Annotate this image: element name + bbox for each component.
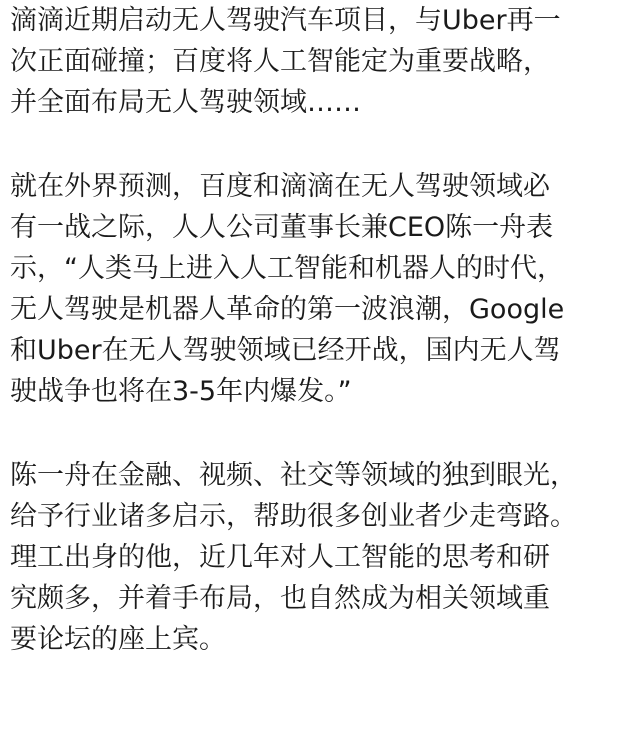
text-line: 次正面碰撞；百度将人工智能定为重要战略，	[10, 46, 550, 77]
text-line: 理工出身的他，近几年对人工智能的思考和研	[10, 542, 550, 573]
article-body	[10, 0, 636, 660]
paragraph-2	[10, 166, 636, 412]
text-line: 究颇多，并着手布局，也自然成为相关领域重	[10, 583, 550, 614]
text-line: 滴滴近期启动无人驾驶汽车项目，与Uber再一	[10, 5, 561, 36]
text-line: 并全面布局无人驾驶领域……	[10, 87, 361, 118]
text-line: 陈一舟在金融、视频、社交等领域的独到眼光，	[10, 460, 577, 491]
text-line: 就在外界预测，百度和滴滴在无人驾驶领域必	[10, 171, 550, 202]
text-line: 驶战争也将在3-5年内爆发。”	[10, 376, 352, 407]
text-line: 和Uber在无人驾驶领域已经开战，国内无人驾	[10, 335, 561, 366]
text-line: 要论坛的座上宾。	[10, 624, 226, 655]
paragraph-1	[10, 0, 636, 123]
paragraph-spacer	[10, 412, 636, 455]
paragraph-spacer	[10, 123, 636, 166]
text-line: 无人驾驶是机器人革命的第一波浪潮，Google	[10, 294, 565, 325]
text-line: 示，“人类马上进入人工智能和机器人的时代，	[10, 253, 564, 284]
paragraph-3	[10, 455, 636, 660]
text-line: 有一战之际，人人公司董事长兼CEO陈一舟表	[10, 212, 554, 243]
text-line: 给予行业诸多启示，帮助很多创业者少走弯路。	[10, 501, 577, 532]
